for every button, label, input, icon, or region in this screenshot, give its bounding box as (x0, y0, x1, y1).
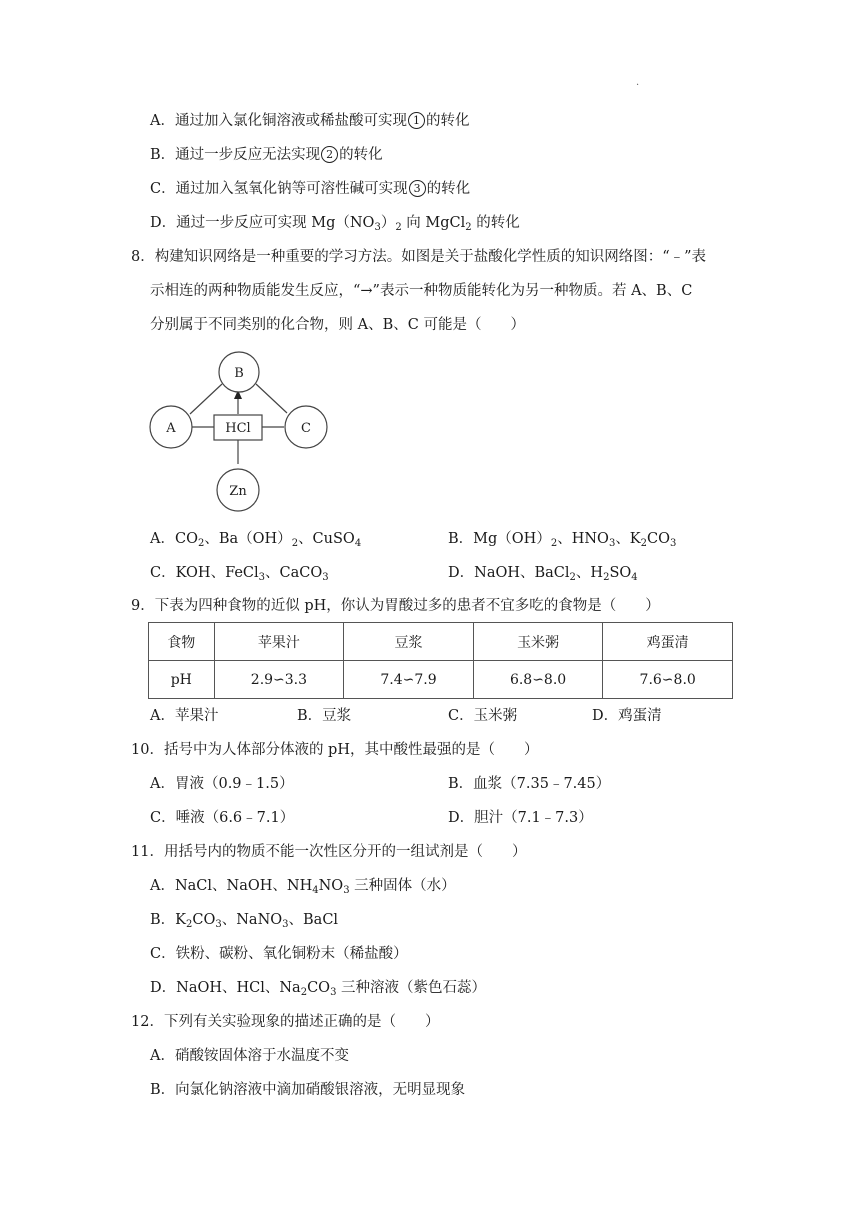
hcl-network-diagram (146, 346, 336, 516)
q8-stem-line-3: 分别属于不同类别的化合物，则 A、B、C 可能是（ ） (150, 317, 525, 333)
q8-option-c: C．KOH、FeCl$_3$、CaCO$_3$ (150, 565, 329, 583)
q9-option-d: D．鸡蛋清 (592, 708, 662, 724)
table-cell: 豆浆 (344, 623, 474, 661)
q10-option-b: B．血浆（7.35﹣7.45） (448, 776, 611, 792)
edge-b-c (256, 384, 287, 413)
q8-option-d: D．NaOH、BaCl$_2$、$H_2SO_4$ (448, 565, 638, 583)
q11-option-d: D．NaOH、HCl、$Na_2CO_3$ 三种溶液（紫色石蕊） (150, 980, 487, 998)
q9-stem: 9．下表为四种食物的近似 pH，你认为胃酸过多的患者不宜多吃的食物是（ ） (131, 598, 660, 614)
label-hcl: HCl (225, 421, 251, 436)
table-cell: 鸡蛋清 (603, 623, 733, 661)
table-cell: pH (149, 661, 215, 699)
table-cell: 玉米粥 (473, 623, 603, 661)
q8-stem-line-1: 8．构建知识网络是一种重要的学习方法。如图是关于盐酸化学性质的知识网络图：“﹣”表 (131, 249, 707, 265)
q9-option-a: A．苹果汁 (150, 708, 219, 724)
q11-stem: 11．用括号内的物质不能一次性区分开的一组试剂是（ ） (131, 844, 527, 860)
q9-option-c: C．玉米粥 (448, 708, 518, 724)
circled-number: 3 (409, 180, 426, 197)
q10-option-c: C．唾液（6.6﹣7.1） (150, 810, 295, 826)
q7-option-a: A．通过加入氯化铜溶液或稀盐酸可实现 1 的转化 (150, 113, 470, 129)
q12-option-a: A．硝酸铵固体溶于水温度不变 (150, 1048, 349, 1064)
label-a: A (166, 421, 176, 436)
q7-option-b: B．通过一步反应无法实现 2 的转化 (150, 147, 383, 163)
label-c: C (301, 421, 311, 436)
table-cell: 6.8∽8.0 (473, 661, 603, 699)
q10-stem: 10．括号中为人体部分体液的 pH，其中酸性最强的是（ ） (131, 742, 539, 758)
q8-stem-line-2: 示相连的两种物质能发生反应，“→”表示一种物质能转化为另一种物质。若 A、B、C (150, 283, 693, 299)
circled-number: 1 (408, 112, 425, 129)
table-cell: 2.9∽3.3 (214, 661, 344, 699)
q7-option-c: C．通过加入氢氧化钠等可溶性碱可实现 3 的转化 (150, 181, 471, 197)
label-zn: Zn (229, 484, 247, 499)
q12-option-b: B．向氯化钠溶液中滴加硝酸银溶液，无明显现象 (150, 1082, 466, 1098)
table-row (149, 661, 733, 699)
q8-option-a: A．$CO_2$、$Ba(OH)_2$、CuSO$_4$ (150, 531, 362, 549)
q9-option-b: B．豆浆 (297, 708, 352, 724)
q8-option-b: B．$Mg(OH)_2$、$HNO_3$、$K_2CO_3$ (448, 531, 677, 549)
q11-option-b: B．$K_2CO_3$、NaNO$_3$、BaCl (150, 912, 339, 930)
q7-option-d: D．通过一步反应可实现 $Mg(NO_3)_2$ 向 MgCl$_2$ 的转化 (150, 215, 520, 233)
table-cell: 苹果汁 (214, 623, 344, 661)
ph-table (148, 622, 733, 699)
q10-option-a: A．胃液（0.9﹣1.5） (150, 776, 294, 792)
q11-option-c: C．铁粉、碳粉、氧化铜粉末（稀盐酸） (150, 946, 408, 962)
q10-option-d: D．胆汁（7.1﹣7.3） (448, 810, 593, 826)
circled-number: 2 (321, 146, 338, 163)
table-cell: 食物 (149, 623, 215, 661)
edge-b-a (190, 384, 222, 414)
q12-stem: 12．下列有关实验现象的描述正确的是（ ） (131, 1014, 440, 1030)
page-mark: · (636, 80, 640, 91)
q11-option-a: A．NaCl、NaOH、$NH_4NO_3$ 三种固体（水） (150, 878, 456, 896)
table-cell: 7.6∽8.0 (603, 661, 733, 699)
label-b: B (234, 366, 244, 381)
table-header-row (149, 623, 733, 661)
table-cell: 7.4∽7.9 (344, 661, 474, 699)
